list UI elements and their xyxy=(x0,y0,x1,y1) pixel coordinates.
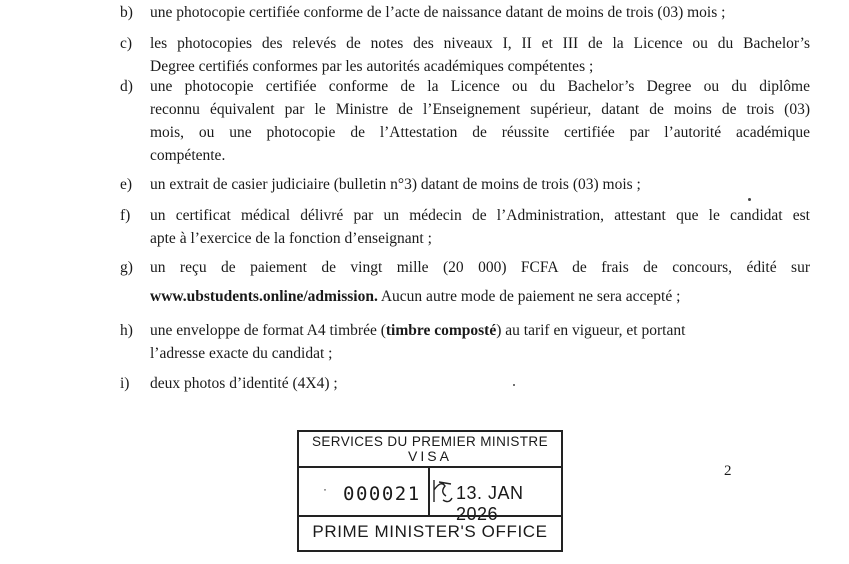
page-number: 2 xyxy=(724,463,732,479)
item-text: un extrait de casier judiciaire (bulletin n°3) datant de moins de trois (03) mois ; xyxy=(150,176,641,193)
stamp-number: 000021 xyxy=(343,483,421,505)
item-label: c) xyxy=(120,35,133,52)
item-text: reconnu équivalent par le Ministre de l’Enseignement supérieur, datant de moins de trois (03) xyxy=(150,101,810,118)
scan-speck xyxy=(513,384,515,386)
item-text-bold: timbre composté xyxy=(385,322,497,339)
item-text: apte à l’exercice de la fonction d’enseignant ; xyxy=(150,230,432,247)
item-label: b) xyxy=(120,4,133,21)
item-text: deux photos d’identité (4X4) ; xyxy=(150,375,338,392)
scan-speck xyxy=(748,198,751,201)
item-text: une photocopie certifiée conforme de l’acte de naissance datant de moins de trois (03) mois ; xyxy=(150,4,726,21)
item-label: i) xyxy=(120,375,130,392)
stamp-divider xyxy=(299,466,561,468)
item-text: compétente. xyxy=(150,147,226,164)
item-text: une photocopie certifiée conforme de la Licence ou du Bachelor’s Degree ou du diplôme xyxy=(150,78,810,95)
stamp-header: SERVICES DU PREMIER MINISTRE xyxy=(312,434,548,449)
item-text: Aucun autre mode de paiement ne sera accepté ; xyxy=(377,288,681,305)
item-label: g) xyxy=(120,259,133,276)
payment-url: www.ubstudents.online/admission. xyxy=(150,288,378,305)
stamp-divider xyxy=(428,466,430,516)
item-text-url-line xyxy=(150,285,810,308)
item-text: une enveloppe de format A4 timbrée ( xyxy=(150,322,386,339)
item-text-line xyxy=(150,319,810,342)
stamp-date: 13. JAN 2026 xyxy=(456,483,524,524)
stamp-divider xyxy=(299,515,561,517)
item-text: mois, ou une photocopie de l’Attestation de réussite certifiée par l’autorité académique xyxy=(150,124,810,141)
item-text: ) au tarif en vigueur, et portant xyxy=(496,322,686,339)
stamp-dot: · xyxy=(323,482,327,496)
item-label: f) xyxy=(120,207,131,224)
item-text: Degree certifiés conformes par les autorités académiques compétentes ; xyxy=(150,58,594,75)
stamp-footer: PRIME MINISTER'S OFFICE xyxy=(312,522,548,541)
stamp-visa: VISA xyxy=(408,448,452,464)
signature-icon xyxy=(431,476,455,506)
item-text: les photocopies des relevés de notes des niveaux I, II et III de la Licence ou du Bachelor’s xyxy=(150,35,810,52)
item-text: un reçu de paiement de vingt mille (20 000) FCFA de frais de concours, édité sur xyxy=(150,259,810,276)
item-text: l’adresse exacte du candidat ; xyxy=(150,345,333,362)
item-label: h) xyxy=(120,322,133,339)
item-label: d) xyxy=(120,78,133,95)
item-text: un certificat médical délivré par un médecin de l’Administration, attestant que le candidat est xyxy=(150,207,810,224)
visa-stamp xyxy=(297,430,563,552)
item-label: e) xyxy=(120,176,133,193)
